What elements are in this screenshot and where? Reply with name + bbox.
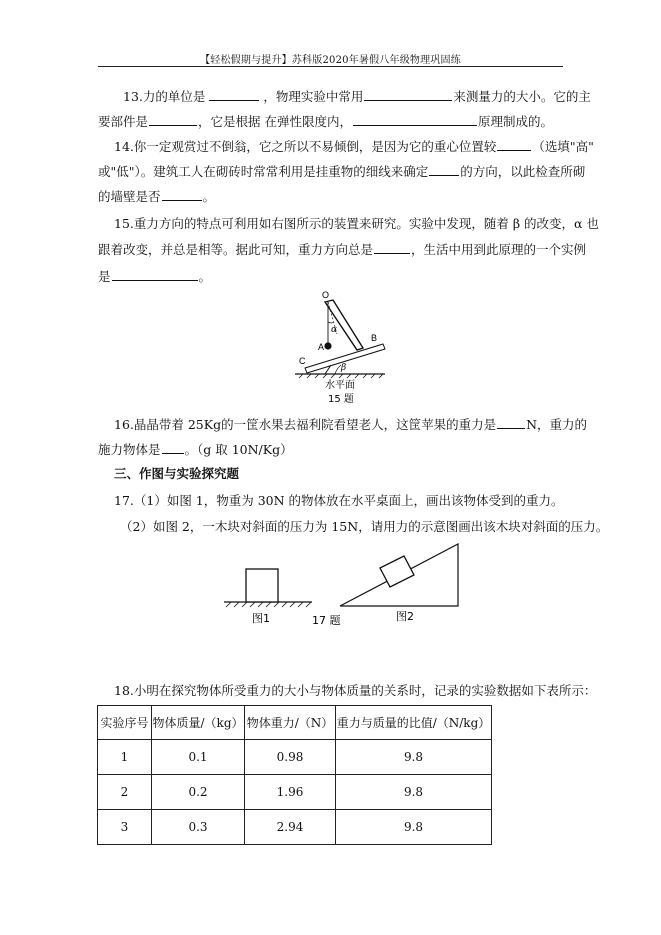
plumb-bob (324, 342, 331, 349)
q13-text: 来测量力的大小。它的主 (453, 89, 591, 104)
table-cell: 0.3 (152, 810, 245, 845)
table-header-row (98, 706, 492, 740)
table-cell: 2 (98, 775, 152, 810)
table-cell: 3 (98, 810, 152, 845)
table-cell: 0.2 (152, 775, 245, 810)
table-header-cell: 实验序号 (98, 706, 152, 740)
answer-blank[interactable] (497, 138, 531, 151)
q17-figures (220, 538, 465, 630)
alpha-arc (328, 322, 333, 323)
answer-blank[interactable] (162, 188, 202, 201)
q13-text: 13.力的单位是 (123, 89, 206, 104)
label-a: A (318, 342, 325, 352)
q14-text: 的方向，以此检查所砌 (460, 164, 586, 179)
fig1-caption: 图1 (252, 612, 270, 625)
table-cell: 1 (98, 740, 152, 775)
answer-blank[interactable] (374, 241, 410, 254)
q13-text: ，它是根据 在弹性限度内， (198, 114, 352, 129)
table-cell: 9.8 (336, 775, 492, 810)
table-row (98, 810, 492, 845)
q13-text: 原理制成的。 (478, 114, 554, 129)
answer-blank[interactable] (162, 441, 184, 454)
table-cell: 1.96 (245, 775, 336, 810)
answer-blank[interactable] (353, 113, 477, 126)
q16-text: 16.晶晶带着 25Kg的一筐水果去福利院看望老人，这筐苹果的重力是 (114, 417, 497, 432)
q14-line1 (114, 138, 594, 155)
q13-line2 (98, 113, 553, 130)
q15-text: 是 (98, 269, 111, 284)
table-header-cell: 重力与质量的比值/（N/kg） (336, 706, 492, 740)
q14-text: 14.你一定观赏过不倒翁，它之所以不易倾倒，是因为它的重心位置较 (114, 139, 497, 154)
q13-text: ，物理实验中常用 (263, 89, 364, 104)
label-o: O (322, 290, 330, 300)
q15-line1: 15.重力方向的特点可利用如右图所示的装置来研究。实验中发现，随着 β 的改变，α 也 (114, 216, 599, 231)
q14-text: 或"低"）。建筑工人在砌砖时常常利用是挂重物的细线来确定 (98, 164, 429, 179)
answer-blank[interactable] (429, 163, 459, 176)
ground-label: 水平面 (325, 380, 355, 391)
label-beta: β (341, 363, 347, 373)
q14-text: 。 (202, 189, 216, 204)
document-header: 【轻松假期与提升】苏科版2020年暑假八年级物理巩固练 (200, 55, 461, 66)
q14-line2 (98, 163, 585, 180)
q17-line1: 17.（1）如图 1，物重为 30N 的物体放在水平桌面上，画出该物体受到的重力。 (114, 493, 564, 508)
q16-line2 (98, 441, 293, 458)
answer-blank[interactable] (209, 88, 259, 101)
answer-blank[interactable] (497, 416, 525, 429)
q14-text: 的墙壁是否 (98, 189, 161, 204)
q16-text: 施力物体是 (98, 442, 161, 457)
table-cell: 0.98 (245, 740, 336, 775)
q13-text: 要部件是 (98, 114, 149, 129)
table-cell: 0.1 (152, 740, 245, 775)
q15-text: 。 (198, 269, 212, 284)
q14-text: （选填"高" (532, 139, 594, 154)
table-hatching (226, 602, 311, 607)
block-on-table (246, 569, 278, 602)
q16-text: N，重力的 (526, 417, 588, 432)
q15-line3 (98, 268, 211, 285)
table-row (98, 740, 492, 775)
label-c: C (299, 356, 306, 366)
table-cell: 2.94 (245, 810, 336, 845)
table-header-cell: 物体质量/（kg） (152, 706, 245, 740)
ground-hatching (299, 374, 383, 378)
header-rule (98, 66, 563, 67)
fig-caption: 17 题 (312, 614, 341, 627)
q15-figure (285, 288, 395, 406)
q15-line2 (98, 241, 586, 258)
table-row (98, 775, 492, 810)
figure-caption: 15 题 (328, 394, 354, 405)
answer-blank[interactable] (364, 88, 452, 101)
table-cell: 9.8 (336, 810, 492, 845)
table-cell: 9.8 (336, 740, 492, 775)
q17-line2: （2）如图 2，一木块对斜面的压力为 15N，请用力的示意图画出该木块对斜面的压力。 (120, 519, 609, 534)
q15-text: 跟着改变，并总是相等。据此可知，重力方向总是 (98, 242, 374, 257)
section-title: 三、作图与实验探究题 (114, 466, 240, 481)
answer-blank[interactable] (112, 268, 198, 281)
label-alpha: α (331, 325, 338, 335)
q16-line1 (114, 416, 587, 433)
q14-line3 (98, 188, 215, 205)
table-header-cell: 物体重力/（N） (245, 706, 336, 740)
q16-text: 。（g 取 10N/Kg） (184, 442, 293, 457)
q18-line1: 18.小明在探究物体所受重力的大小与物体质量的关系时，记录的实验数据如下表所示： (114, 683, 597, 698)
data-table (97, 705, 492, 845)
q13-line1 (123, 88, 591, 105)
label-b: B (371, 333, 378, 343)
q15-text: ，生活中用到此原理的一个实例 (411, 242, 587, 257)
answer-blank[interactable] (149, 113, 197, 126)
fig2-caption: 图2 (396, 610, 414, 623)
